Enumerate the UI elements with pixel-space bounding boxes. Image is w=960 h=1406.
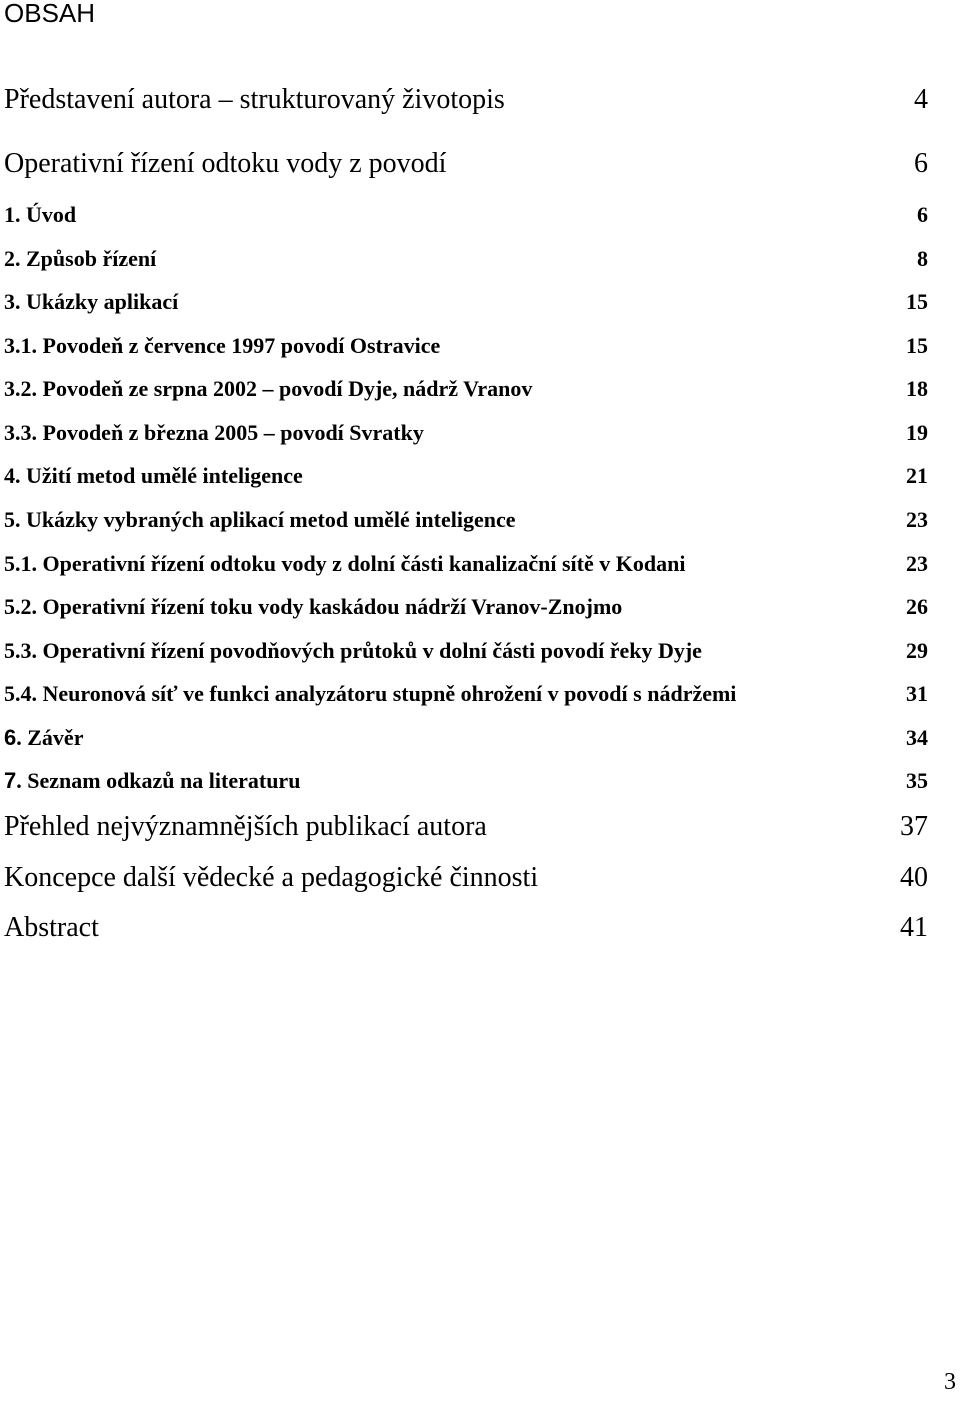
toc-entry-title: 5. Ukázky vybraných aplikací metod umělé inteligence (4, 507, 516, 532)
toc-entry-title: 5.1. Operativní řízení odtoku vody z dolní části kanalizační sítě v Kodani (4, 551, 686, 576)
toc-entry-page: 23 (906, 551, 928, 576)
toc-entry-author-cv (4, 84, 928, 116)
toc-entry-page: 41 (900, 912, 928, 943)
toc-entry-ai-methods (4, 463, 928, 489)
toc-entry-title: 3.1. Povodeň z července 1997 povodí Ostravice (4, 333, 441, 358)
toc-entry-page: 35 (906, 768, 928, 793)
toc-entry-title: 2. Způsob řízení (4, 246, 157, 271)
toc-entry-page: 29 (906, 638, 928, 663)
toc-entry-introduction (4, 202, 928, 228)
toc-entry-references (4, 768, 928, 794)
toc-entry-dyje-flows (4, 638, 928, 664)
toc-entry-title: . Seznam odkazů na literaturu (16, 768, 301, 793)
toc-entry-page: 26 (906, 594, 928, 619)
toc-entry-number: 7 (4, 768, 17, 793)
toc-entry-concept (4, 862, 928, 894)
toc-entry-page: 4 (914, 84, 928, 115)
toc-entry-title: Operativní řízení odtoku vody z povodí (4, 148, 447, 179)
toc-entry-title: 5.4. Neuronová síť ve funkci analyzátoru stupně ohrožení v povodí s nádržemi (4, 681, 737, 706)
toc-entry-page: 15 (906, 289, 928, 314)
toc-entry-neural-network (4, 681, 928, 707)
toc-entry-page: 8 (917, 246, 928, 271)
toc-entry-page: 6 (914, 148, 928, 179)
toc-entry-flood-2005 (4, 420, 928, 446)
toc-entry-page: 15 (906, 333, 928, 358)
toc-entry-flood-1997 (4, 333, 928, 359)
toc-entry-title: Přehled nejvýznamnějších publikací autora (4, 811, 487, 842)
toc-entry-title: Koncepce další vědecké a pedagogické činnosti (4, 862, 539, 893)
toc-entry-page: 34 (906, 725, 928, 750)
page-number: 3 (944, 1369, 956, 1395)
toc-entry-operative-control (4, 148, 928, 180)
toc-entry-control-method (4, 246, 928, 272)
toc-entry-publications (4, 811, 928, 843)
toc-entry-title: 5.2. Operativní řízení toku vody kaskádou nádrží Vranov-Znojmo (4, 594, 623, 619)
toc-entry-page: 21 (906, 463, 928, 488)
toc-entry-title: 1. Úvod (4, 202, 77, 227)
toc-entry-title: . Závěr (16, 725, 84, 750)
toc-entry-abstract (4, 912, 928, 944)
toc-entry-vranov-znojmo (4, 594, 928, 620)
toc-entry-page: 18 (906, 376, 928, 401)
toc-entry-conclusion (4, 725, 928, 751)
toc-entry-title-wrap (4, 725, 83, 751)
toc-entry-page: 19 (906, 420, 928, 445)
toc-entry-ai-examples (4, 507, 928, 533)
toc-entry-title: Představení autora – strukturovaný životopis (4, 84, 505, 115)
toc-entry-page: 31 (906, 681, 928, 706)
page-heading: OBSAH (4, 0, 96, 28)
toc-entry-title: Abstract (4, 912, 99, 943)
toc-entry-title: 4. Užití metod umělé inteligence (4, 463, 303, 488)
toc-entry-page: 6 (917, 202, 928, 227)
toc-entry-page: 40 (900, 862, 928, 893)
toc-entry-title: 5.3. Operativní řízení povodňových průtoků v dolní části povodí řeky Dyje (4, 638, 702, 663)
toc-entry-number: 6 (4, 725, 17, 750)
toc-entry-title: 3. Ukázky aplikací (4, 289, 179, 314)
toc-entry-page: 37 (900, 811, 928, 842)
toc-entry-title-wrap (4, 768, 300, 794)
toc-entry-copenhagen (4, 551, 928, 577)
toc-entry-page: 23 (906, 507, 928, 532)
toc-entry-flood-2002 (4, 376, 928, 402)
toc-entry-title: 3.2. Povodeň ze srpna 2002 – povodí Dyje, nádrž Vranov (4, 376, 533, 401)
toc-entry-title: 3.3. Povodeň z března 2005 – povodí Svratky (4, 420, 424, 445)
toc-entry-application-examples (4, 289, 928, 315)
